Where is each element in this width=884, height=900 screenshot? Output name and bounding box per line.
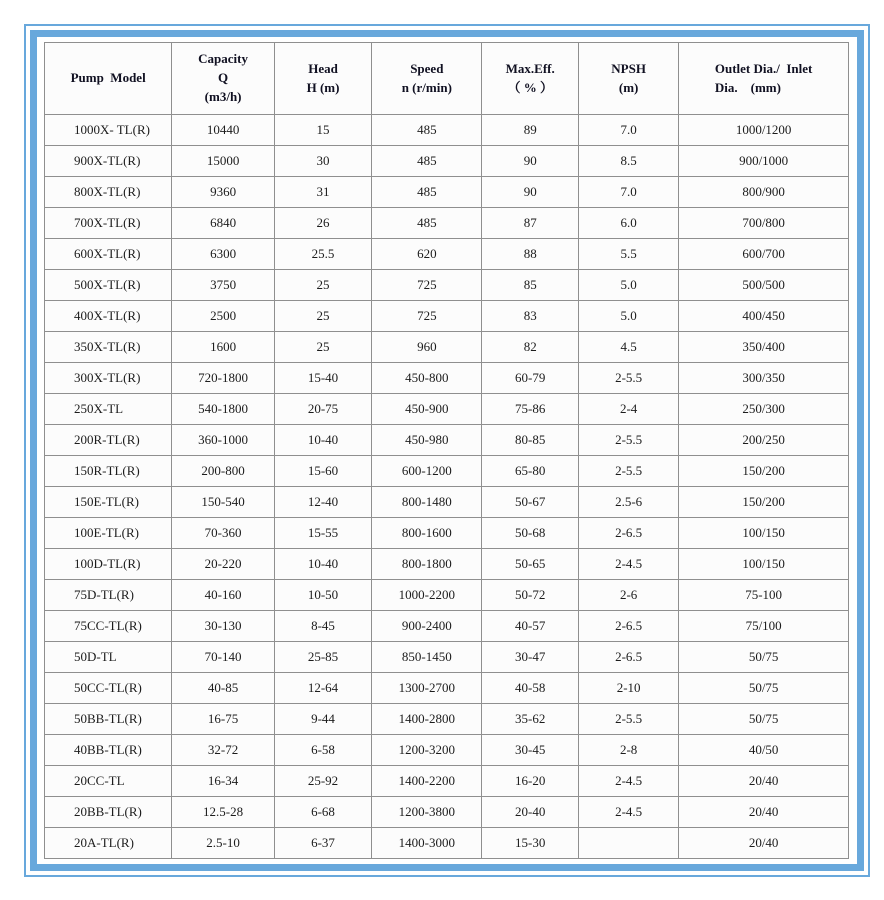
table-row <box>45 487 849 518</box>
table-cell: 89 <box>482 115 578 146</box>
table-cell: 700/800 <box>679 208 849 239</box>
pump-model-cell: 400X-TL(R) <box>45 301 172 332</box>
pump-model-cell: 100E-TL(R) <box>45 518 172 549</box>
table-cell: 15 <box>274 115 371 146</box>
table-cell: 100/150 <box>679 549 849 580</box>
table-cell: 1000-2200 <box>372 580 482 611</box>
table-cell: 5.5 <box>578 239 678 270</box>
table-cell: 2-5.5 <box>578 704 678 735</box>
table-cell: 30-45 <box>482 735 578 766</box>
header-cell-speed: Speed n (r/min) <box>372 43 482 115</box>
table-cell: 200-800 <box>172 456 275 487</box>
table-cell: 6-68 <box>274 797 371 828</box>
table-cell: 32-72 <box>172 735 275 766</box>
header-cell-max-eff: Max.Eff. （ % ） <box>482 43 578 115</box>
table-cell: 50/75 <box>679 704 849 735</box>
table-row <box>45 208 849 239</box>
pump-model-cell: 50D-TL <box>45 642 172 673</box>
table-cell: 2-6.5 <box>578 611 678 642</box>
table-cell: 50/75 <box>679 673 849 704</box>
header-cell-head: Head H (m) <box>274 43 371 115</box>
pump-model-cell: 900X-TL(R) <box>45 146 172 177</box>
pump-model-cell: 300X-TL(R) <box>45 363 172 394</box>
table-cell: 50/75 <box>679 642 849 673</box>
table-cell: 8.5 <box>578 146 678 177</box>
table-cell: 150/200 <box>679 487 849 518</box>
table-cell: 20/40 <box>679 797 849 828</box>
table-cell <box>578 828 678 859</box>
table-cell: 2-10 <box>578 673 678 704</box>
header-cell-npsh: NPSH (m) <box>578 43 678 115</box>
table-cell: 65-80 <box>482 456 578 487</box>
table-cell: 10-50 <box>274 580 371 611</box>
table-cell: 6300 <box>172 239 275 270</box>
table-cell: 2-4.5 <box>578 549 678 580</box>
table-row <box>45 704 849 735</box>
table-cell: 2.5-10 <box>172 828 275 859</box>
table-header <box>45 43 849 115</box>
table-cell: 20/40 <box>679 766 849 797</box>
table-cell: 25-92 <box>274 766 371 797</box>
table-cell: 12.5-28 <box>172 797 275 828</box>
table-cell: 2-6.5 <box>578 642 678 673</box>
table-cell: 2-6.5 <box>578 518 678 549</box>
table-cell: 2-4.5 <box>578 797 678 828</box>
table-row <box>45 518 849 549</box>
table-cell: 12-64 <box>274 673 371 704</box>
header-cell-outlet-inlet: Outlet Dia./ Inlet Dia. (mm) <box>679 43 849 115</box>
table-cell: 90 <box>482 146 578 177</box>
table-cell: 2-5.5 <box>578 363 678 394</box>
pump-model-cell: 250X-TL <box>45 394 172 425</box>
table-cell: 725 <box>372 301 482 332</box>
table-cell: 9-44 <box>274 704 371 735</box>
table-cell: 70-360 <box>172 518 275 549</box>
table-cell: 1600 <box>172 332 275 363</box>
pump-model-cell: 700X-TL(R) <box>45 208 172 239</box>
table-cell: 1400-2200 <box>372 766 482 797</box>
table-row <box>45 828 849 859</box>
table-cell: 15-55 <box>274 518 371 549</box>
pump-model-cell: 500X-TL(R) <box>45 270 172 301</box>
table-cell: 50-65 <box>482 549 578 580</box>
table-cell: 10-40 <box>274 549 371 580</box>
table-cell: 20-75 <box>274 394 371 425</box>
table-cell: 450-900 <box>372 394 482 425</box>
table-cell: 7.0 <box>578 177 678 208</box>
table-cell: 25.5 <box>274 239 371 270</box>
table-cell: 25 <box>274 332 371 363</box>
table-cell: 25-85 <box>274 642 371 673</box>
pump-model-cell: 100D-TL(R) <box>45 549 172 580</box>
pump-model-cell: 150E-TL(R) <box>45 487 172 518</box>
table-cell: 2-4 <box>578 394 678 425</box>
table-cell: 20/40 <box>679 828 849 859</box>
table-cell: 12-40 <box>274 487 371 518</box>
table-cell: 9360 <box>172 177 275 208</box>
table-cell: 200/250 <box>679 425 849 456</box>
table-row <box>45 146 849 177</box>
table-cell: 1200-3200 <box>372 735 482 766</box>
table-cell: 900/1000 <box>679 146 849 177</box>
table-cell: 50-68 <box>482 518 578 549</box>
table-row <box>45 239 849 270</box>
table-cell: 75-86 <box>482 394 578 425</box>
table-cell: 350/400 <box>679 332 849 363</box>
table-cell: 85 <box>482 270 578 301</box>
table-row <box>45 766 849 797</box>
table-cell: 6-58 <box>274 735 371 766</box>
table-cell: 485 <box>372 115 482 146</box>
table-cell: 40/50 <box>679 735 849 766</box>
table-cell: 5.0 <box>578 270 678 301</box>
table-row <box>45 580 849 611</box>
table-cell: 88 <box>482 239 578 270</box>
table-cell: 1400-2800 <box>372 704 482 735</box>
table-cell: 8-45 <box>274 611 371 642</box>
inner-border-frame <box>30 30 864 871</box>
pump-model-cell: 150R-TL(R) <box>45 456 172 487</box>
table-cell: 80-85 <box>482 425 578 456</box>
table-cell: 725 <box>372 270 482 301</box>
table-row <box>45 332 849 363</box>
table-cell: 1000/1200 <box>679 115 849 146</box>
table-cell: 150/200 <box>679 456 849 487</box>
pump-model-cell: 1000X- TL(R) <box>45 115 172 146</box>
table-row <box>45 425 849 456</box>
table-cell: 15000 <box>172 146 275 177</box>
table-cell: 40-57 <box>482 611 578 642</box>
table-cell: 2.5-6 <box>578 487 678 518</box>
pump-model-cell: 50BB-TL(R) <box>45 704 172 735</box>
table-cell: 75-100 <box>679 580 849 611</box>
table-cell: 300/350 <box>679 363 849 394</box>
table-cell: 1400-3000 <box>372 828 482 859</box>
table-cell: 2-6 <box>578 580 678 611</box>
pump-spec-table <box>44 42 849 859</box>
table-cell: 2-5.5 <box>578 425 678 456</box>
table-cell: 20-220 <box>172 549 275 580</box>
table-row <box>45 642 849 673</box>
table-cell: 800-1480 <box>372 487 482 518</box>
pump-model-cell: 50CC-TL(R) <box>45 673 172 704</box>
pump-model-cell: 75D-TL(R) <box>45 580 172 611</box>
table-cell: 26 <box>274 208 371 239</box>
table-cell: 250/300 <box>679 394 849 425</box>
table-row <box>45 270 849 301</box>
table-cell: 15-30 <box>482 828 578 859</box>
table-cell: 900-2400 <box>372 611 482 642</box>
table-cell: 2-5.5 <box>578 456 678 487</box>
table-cell: 35-62 <box>482 704 578 735</box>
table-cell: 16-34 <box>172 766 275 797</box>
table-cell: 75/100 <box>679 611 849 642</box>
table-cell: 7.0 <box>578 115 678 146</box>
table-cell: 450-800 <box>372 363 482 394</box>
header-cell-pump-model: Pump Model <box>45 43 172 115</box>
table-cell: 360-1000 <box>172 425 275 456</box>
table-cell: 40-58 <box>482 673 578 704</box>
table-cell: 31 <box>274 177 371 208</box>
table-cell: 800-1800 <box>372 549 482 580</box>
table-cell: 60-79 <box>482 363 578 394</box>
table-cell: 16-20 <box>482 766 578 797</box>
table-cell: 600/700 <box>679 239 849 270</box>
table-cell: 720-1800 <box>172 363 275 394</box>
table-cell: 10440 <box>172 115 275 146</box>
table-cell: 540-1800 <box>172 394 275 425</box>
table-cell: 400/450 <box>679 301 849 332</box>
table-cell: 485 <box>372 146 482 177</box>
table-row <box>45 177 849 208</box>
table-cell: 30-47 <box>482 642 578 673</box>
table-cell: 4.5 <box>578 332 678 363</box>
pump-model-cell: 350X-TL(R) <box>45 332 172 363</box>
table-cell: 30 <box>274 146 371 177</box>
table-cell: 16-75 <box>172 704 275 735</box>
table-cell: 5.0 <box>578 301 678 332</box>
table-cell: 485 <box>372 177 482 208</box>
table-cell: 100/150 <box>679 518 849 549</box>
table-cell: 500/500 <box>679 270 849 301</box>
table-cell: 15-40 <box>274 363 371 394</box>
table-cell: 82 <box>482 332 578 363</box>
table-cell: 20-40 <box>482 797 578 828</box>
table-cell: 6840 <box>172 208 275 239</box>
table-cell: 620 <box>372 239 482 270</box>
pump-model-cell: 20A-TL(R) <box>45 828 172 859</box>
table-cell: 1200-3800 <box>372 797 482 828</box>
table-cell: 150-540 <box>172 487 275 518</box>
table-row <box>45 456 849 487</box>
table-row <box>45 363 849 394</box>
table-cell: 2500 <box>172 301 275 332</box>
pump-model-cell: 600X-TL(R) <box>45 239 172 270</box>
pump-model-cell: 75CC-TL(R) <box>45 611 172 642</box>
pump-model-cell: 20BB-TL(R) <box>45 797 172 828</box>
table-cell: 30-130 <box>172 611 275 642</box>
pump-model-cell: 20CC-TL <box>45 766 172 797</box>
table-body <box>45 115 849 859</box>
table-cell: 450-980 <box>372 425 482 456</box>
table-cell: 90 <box>482 177 578 208</box>
pump-model-cell: 40BB-TL(R) <box>45 735 172 766</box>
table-cell: 25 <box>274 270 371 301</box>
table-cell: 50-67 <box>482 487 578 518</box>
table-cell: 600-1200 <box>372 456 482 487</box>
table-row <box>45 549 849 580</box>
table-cell: 70-140 <box>172 642 275 673</box>
table-cell: 6.0 <box>578 208 678 239</box>
table-row <box>45 673 849 704</box>
table-cell: 50-72 <box>482 580 578 611</box>
table-row <box>45 301 849 332</box>
header-row <box>45 43 849 115</box>
table-row <box>45 394 849 425</box>
table-row <box>45 797 849 828</box>
table-cell: 850-1450 <box>372 642 482 673</box>
table-cell: 3750 <box>172 270 275 301</box>
table-row <box>45 611 849 642</box>
pump-model-cell: 200R-TL(R) <box>45 425 172 456</box>
table-cell: 485 <box>372 208 482 239</box>
table-cell: 87 <box>482 208 578 239</box>
table-cell: 83 <box>482 301 578 332</box>
table-cell: 2-4.5 <box>578 766 678 797</box>
outer-border-frame <box>24 24 870 877</box>
table-cell: 800-1600 <box>372 518 482 549</box>
table-row <box>45 115 849 146</box>
table-cell: 15-60 <box>274 456 371 487</box>
table-cell: 40-85 <box>172 673 275 704</box>
table-cell: 10-40 <box>274 425 371 456</box>
table-cell: 40-160 <box>172 580 275 611</box>
table-cell: 800/900 <box>679 177 849 208</box>
table-cell: 1300-2700 <box>372 673 482 704</box>
table-cell: 2-8 <box>578 735 678 766</box>
header-cell-capacity: Capacity Q (m3/h) <box>172 43 275 115</box>
table-row <box>45 735 849 766</box>
table-cell: 960 <box>372 332 482 363</box>
pump-model-cell: 800X-TL(R) <box>45 177 172 208</box>
table-cell: 6-37 <box>274 828 371 859</box>
table-cell: 25 <box>274 301 371 332</box>
